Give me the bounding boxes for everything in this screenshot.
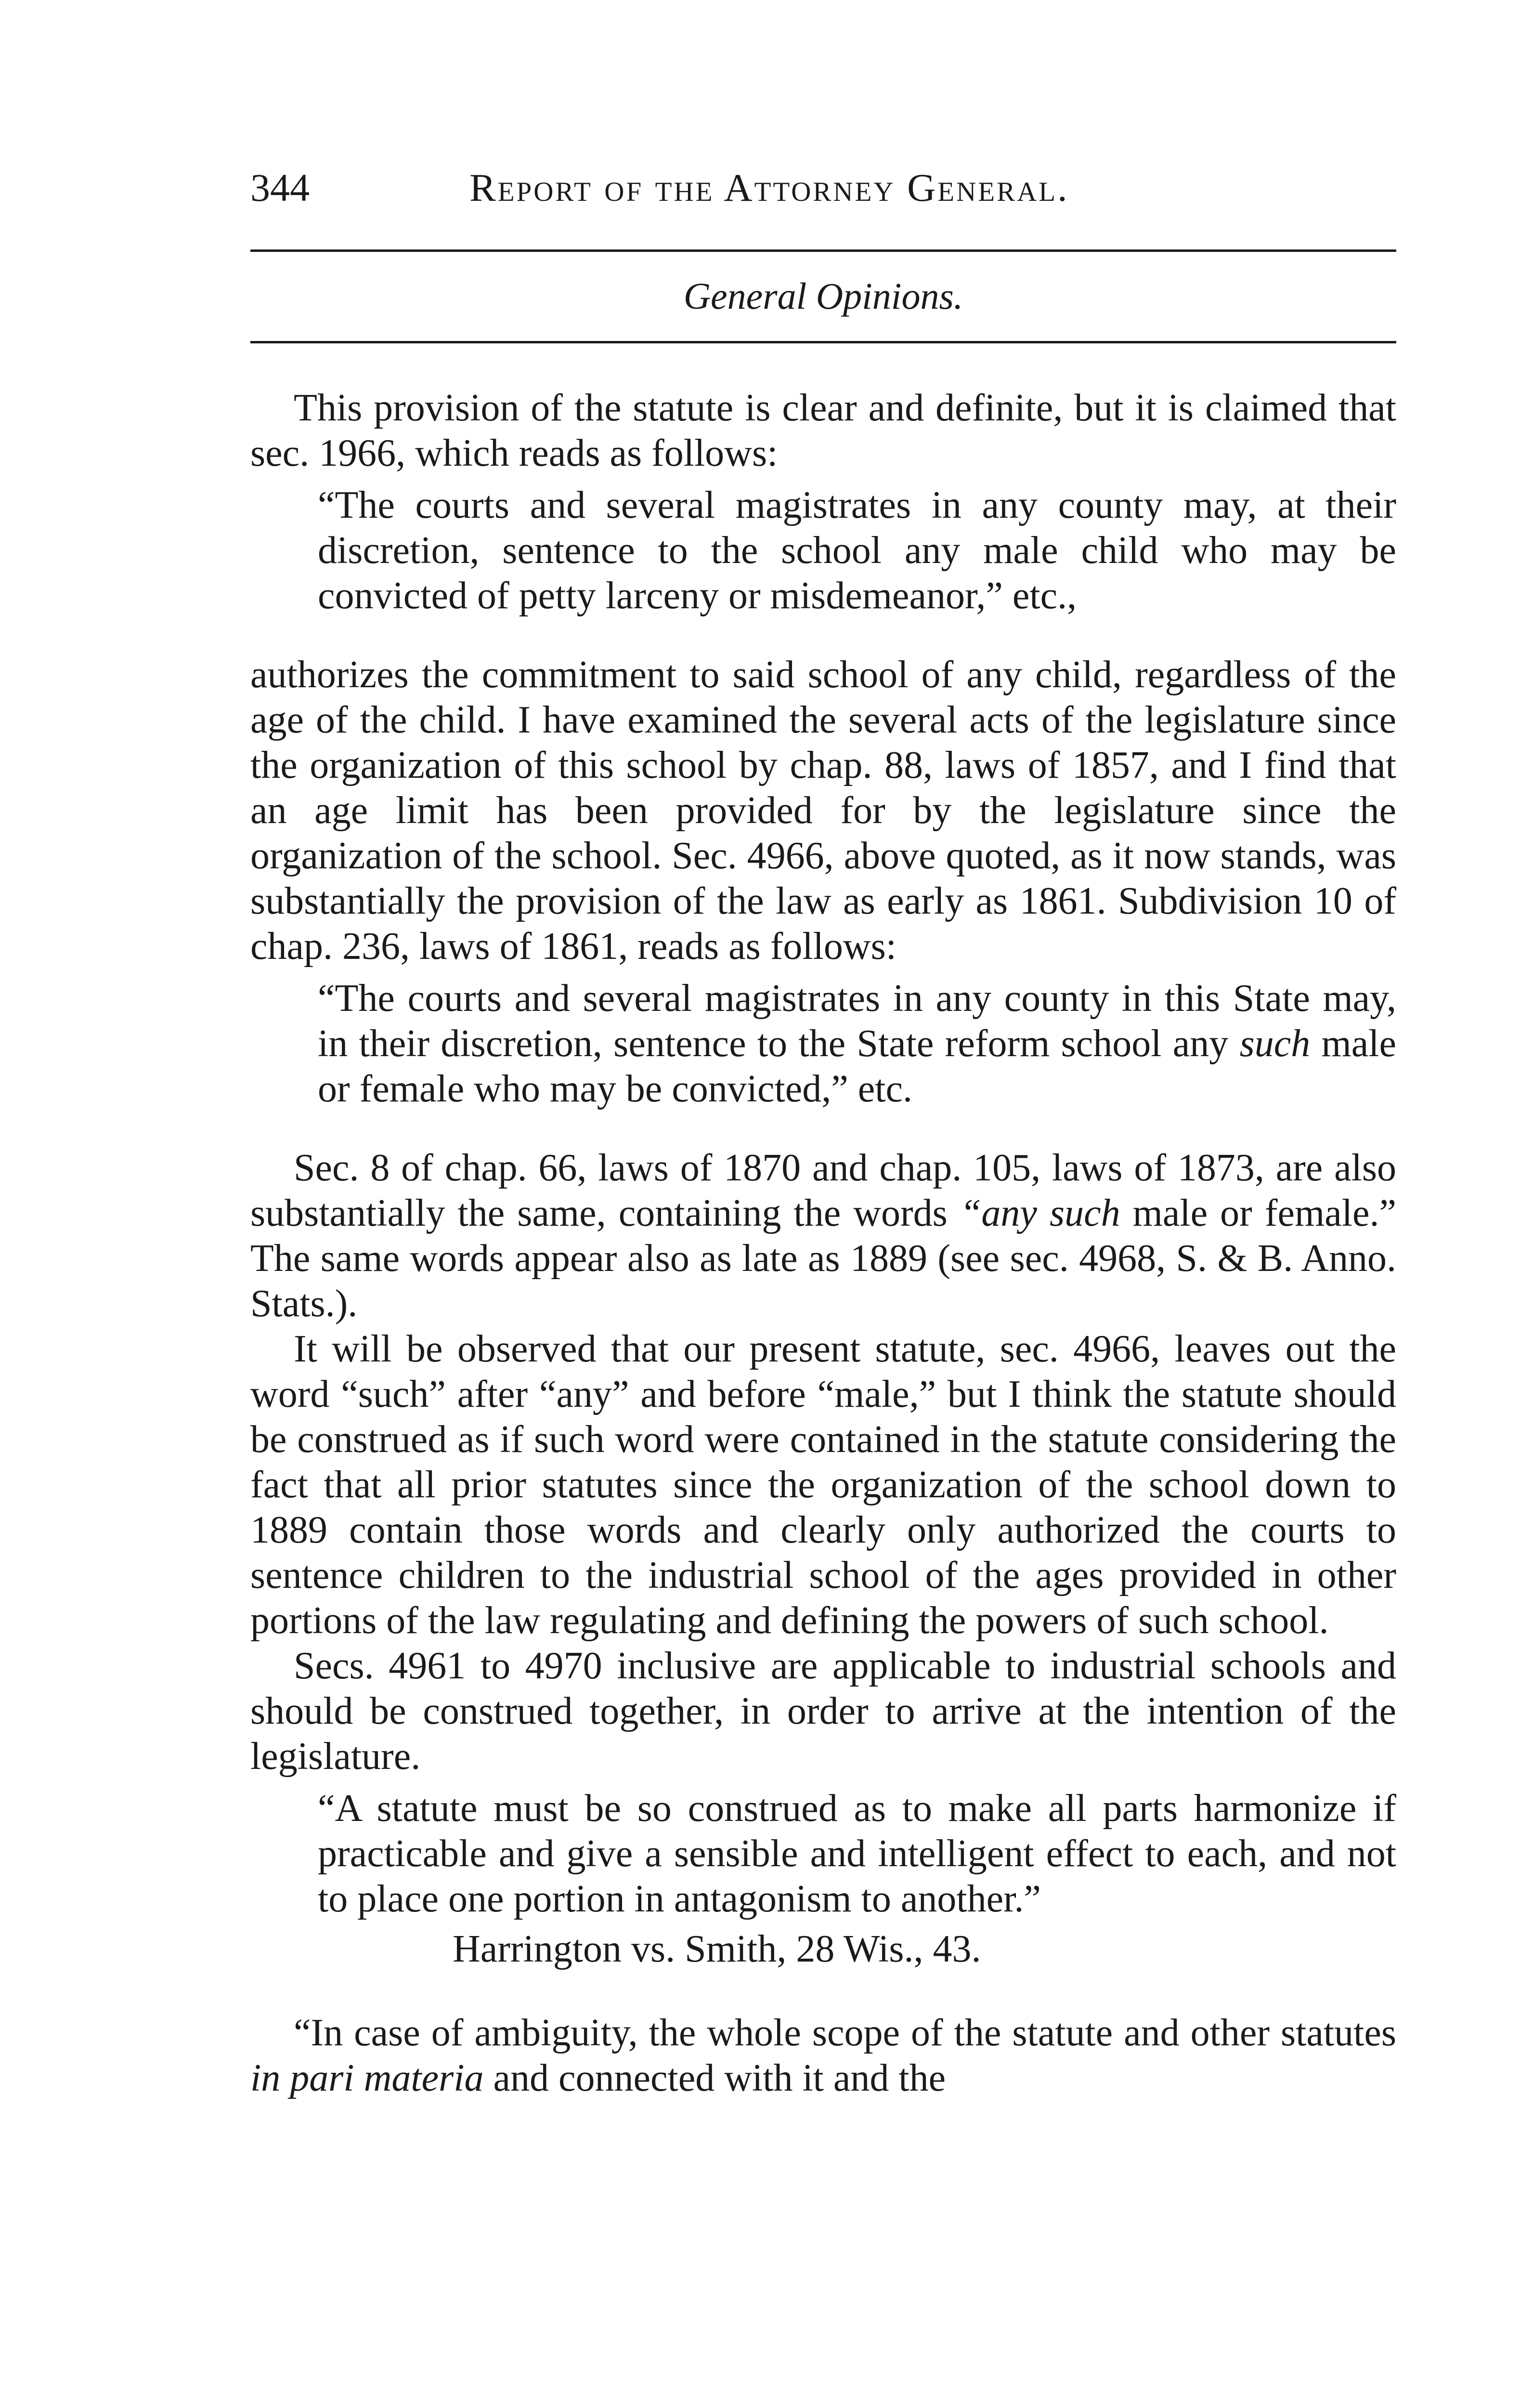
quote-chap-236-italic: such bbox=[1239, 1022, 1311, 1065]
running-title: Report of the Attorney General. bbox=[469, 166, 1069, 209]
paragraph-laws-1870-italic: “any such bbox=[960, 1192, 1120, 1234]
header-rule-top bbox=[250, 249, 1396, 252]
section-title: General Opinions. bbox=[683, 275, 963, 317]
paragraph-secs-4961: Secs. 4961 to 4970 inclusive are applicable to industrial schools and should be construed together, in order to arrive at the intention of the legislature. bbox=[250, 1645, 1396, 1778]
page-number: 344 bbox=[250, 166, 310, 209]
quote-chap-236 bbox=[318, 976, 1396, 1112]
page-header bbox=[250, 159, 1396, 217]
paragraph-laws-1870 bbox=[250, 1145, 1396, 1326]
quote-chap-236-text-b: male or female who may be convicted,” etc. bbox=[318, 1022, 1397, 1110]
quote-ambiguity-text-b: and connected with it and the bbox=[483, 2057, 946, 2099]
citation-harrington: Harrington vs. Smith, 28 Wis., 43. bbox=[453, 1928, 981, 1970]
paragraph-intro: This provision of the statute is clear and definite, but it is claimed that sec. 1966, which reads as follows: bbox=[250, 387, 1396, 474]
page-body bbox=[250, 385, 1396, 2101]
quote-ambiguity-text-a: “In case of ambiguity, the whole scope of the statute and other statutes bbox=[294, 2012, 1396, 2054]
quote-ambiguity bbox=[250, 2010, 1396, 2101]
paragraph-laws-1870-text-b: male or female.” The same words appear also as late as 1889 (see sec. 4968, S. & B. Anno. Stats.). bbox=[250, 1192, 1396, 1325]
quote-sec-1966: “The courts and several magistrates in any county may, at their discretion, sentence to the school any male child who may be convicted of petty larceny or misdemeanor,” etc., bbox=[318, 484, 1396, 617]
quote-construction: “A statute must be so construed as to make all parts harmonize if practicable and give a sensible and intelligent effect to each, and not to place one portion in antagonism to another.” bbox=[318, 1787, 1396, 1920]
paragraph-age-limit: authorizes the commitment to said school of any child, regardless of the age of the child. I have examined the several acts of the legislature since the organization of this school by chap. 88, laws of 1857, and I find that an age limit has been provided for by the legislature since the organization of the school. Sec. 4966, above quoted, as it now stands, was substantially the provision of the law as early as 1861. Subdivision 10 of chap. 236, laws of 1861, reads as follows: bbox=[250, 654, 1396, 968]
quote-chap-236-text-a: “The courts and several magistrates in any county in this State may, in their discretion, sentence to the State reform school any bbox=[318, 977, 1396, 1065]
paragraph-word-such: It will be observed that our present statute, sec. 4966, leaves out the word “such” after “any” and before “male,” but I think the statute should be construed as if such word were contained in the statute considering the fact that all prior statutes since the organization of the school down to 1889 contain those words and clearly only authorized the courts to sentence children to the industrial school of the ages provided in other portions of the law regulating and defining the powers of such school. bbox=[250, 1328, 1396, 1642]
paragraph-laws-1870-text-a: Sec. 8 of chap. 66, laws of 1870 and chap. 105, laws of 1873, are also substantially the same, containing the words bbox=[250, 1147, 1396, 1234]
quote-ambiguity-italic: in pari materia bbox=[250, 2057, 484, 2099]
header-rule-bottom bbox=[250, 341, 1396, 343]
